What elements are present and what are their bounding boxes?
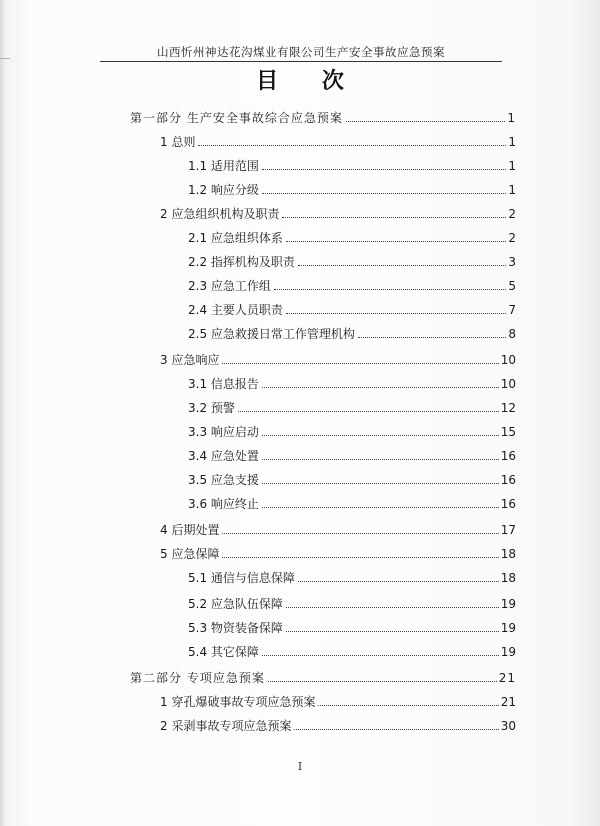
toc-entry-page: 18 (500, 547, 516, 561)
toc-entry-page: 1 (508, 183, 516, 197)
toc-entry[interactable] (160, 520, 516, 538)
toc-leader-dots (222, 529, 498, 534)
toc-leader-dots (286, 237, 506, 242)
toc-leader-dots (222, 553, 498, 558)
toc-entry-label: 1 穿孔爆破事故专项应急预案 (160, 695, 316, 709)
toc-leader-dots (286, 603, 499, 608)
toc-entry[interactable] (188, 398, 516, 416)
toc-entry-label: 2 采剥事故专项应急预案 (160, 719, 292, 733)
toc-entry[interactable] (188, 422, 516, 440)
toc-leader-dots (262, 431, 499, 436)
toc-leader-dots (262, 455, 499, 460)
toc-entry[interactable] (188, 300, 516, 318)
toc-leader-dots (262, 503, 499, 508)
toc-entry-label: 2.5 应急救援日常工作管理机构 (188, 327, 355, 341)
toc-entry-label: 2.1 应急组织体系 (188, 231, 283, 245)
toc-leader-dots (294, 725, 498, 730)
toc-entry-label: 2 应急组织机构及职责 (160, 207, 280, 221)
toc-entry[interactable] (188, 568, 516, 586)
toc-entry-page: 3 (508, 255, 516, 269)
toc-entry-label: 5.4 其它保障 (188, 645, 259, 659)
toc-entry-label: 2.4 主要人员职责 (188, 303, 283, 317)
toc-entry[interactable] (188, 276, 516, 294)
toc-entry-label: 2.3 应急工作组 (188, 279, 271, 293)
toc-entry-page: 19 (500, 645, 516, 659)
toc-leader-dots (282, 213, 506, 218)
toc-entry[interactable] (188, 324, 516, 342)
toc-entry[interactable] (130, 108, 516, 126)
toc-entry-label: 1.1 适用范围 (188, 159, 259, 173)
page-number: I (297, 760, 303, 773)
toc-entry-label: 第一部分 生产安全事故综合应急预案 (130, 111, 343, 125)
header-rule (100, 61, 502, 62)
toc-entry-page: 2 (508, 207, 516, 221)
toc-entry-page: 10 (500, 377, 516, 391)
toc-entry[interactable] (188, 252, 516, 270)
running-header: 山西忻州神达花沟煤业有限公司生产安全事故应急预案 (157, 45, 445, 59)
toc-entry-page: 16 (500, 449, 516, 463)
toc-leader-dots (318, 701, 498, 706)
toc-entry-page: 5 (508, 279, 516, 293)
toc-leader-dots (346, 117, 506, 122)
toc-entry-label: 1.2 响应分级 (188, 183, 259, 197)
toc-entry-page: 30 (500, 719, 516, 733)
toc-entry[interactable] (188, 180, 516, 198)
toc-entry-page: 2 (508, 231, 516, 245)
toc-entry-label: 3.6 响应终止 (188, 497, 259, 511)
toc-entry-page: 19 (500, 597, 516, 611)
toc-entry-page: 16 (500, 473, 516, 487)
toc-entry[interactable] (160, 544, 516, 562)
toc-entry-label: 1 总则 (160, 135, 196, 149)
toc-entry-label: 5.3 物资装备保障 (188, 621, 283, 635)
toc-entry-page: 18 (500, 571, 516, 585)
toc-entry[interactable] (188, 156, 516, 174)
toc-leader-dots (262, 383, 499, 388)
toc-entry[interactable] (188, 374, 516, 392)
toc-leader-dots (262, 479, 499, 484)
toc-entry-label: 3.1 信息报告 (188, 377, 259, 391)
toc-leader-dots (268, 677, 497, 682)
toc-leader-dots (298, 577, 499, 582)
toc-entry-label: 3.2 预警 (188, 401, 235, 415)
toc-entry-label: 4 后期处置 (160, 523, 220, 537)
toc-entry-page: 21 (498, 671, 516, 685)
toc-entry[interactable] (160, 204, 516, 222)
toc-entry[interactable] (188, 618, 516, 636)
toc-entry-label: 第二部分 专项应急预案 (130, 671, 265, 685)
toc-leader-dots (222, 359, 498, 364)
toc-entry-page: 19 (500, 621, 516, 635)
toc-entry-label: 2.2 指挥机构及职责 (188, 255, 295, 269)
toc-entry-label: 5.2 应急队伍保障 (188, 597, 283, 611)
toc-entry-label: 3.5 应急支援 (188, 473, 259, 487)
toc-entry-page: 7 (508, 303, 516, 317)
toc-entry[interactable] (160, 716, 516, 734)
toc-leader-dots (358, 333, 506, 338)
toc-entry-page: 1 (508, 159, 516, 173)
toc-leader-dots (262, 165, 506, 170)
toc-entry[interactable] (160, 350, 516, 368)
toc-entry-page: 21 (500, 695, 516, 709)
toc-entry[interactable] (130, 668, 516, 686)
toc-entry-label: 3.4 应急处置 (188, 449, 259, 463)
toc-leader-dots (298, 261, 506, 266)
toc-entry-page: 8 (508, 327, 516, 341)
toc-entry-page: 1 (508, 135, 516, 149)
toc-entry-label: 5.1 通信与信息保障 (188, 571, 295, 585)
toc-leader-dots (238, 407, 499, 412)
toc-entry[interactable] (188, 642, 516, 660)
toc-entry-page: 10 (500, 353, 516, 367)
toc-entry[interactable] (160, 692, 516, 710)
toc-title: 目 次 (256, 69, 362, 94)
toc-leader-dots (262, 189, 506, 194)
toc-entry-page: 15 (500, 425, 516, 439)
toc-entry-page: 16 (500, 497, 516, 511)
toc-entry[interactable] (188, 494, 516, 512)
toc-entry[interactable] (188, 594, 516, 612)
toc-entry-label: 3.3 响应启动 (188, 425, 259, 439)
toc-entry[interactable] (188, 470, 516, 488)
toc-entry[interactable] (188, 228, 516, 246)
toc-entry[interactable] (188, 446, 516, 464)
toc-entry-label: 3 应急响应 (160, 353, 220, 367)
toc-entry[interactable] (160, 132, 516, 150)
toc-leader-dots (274, 285, 506, 290)
toc-entry-label: 5 应急保障 (160, 547, 220, 561)
toc-leader-dots (286, 627, 499, 632)
toc-entry-page: 17 (500, 523, 516, 537)
toc-entry-page: 1 (507, 111, 516, 125)
toc-leader-dots (286, 309, 506, 314)
toc-leader-dots (262, 651, 499, 656)
toc-leader-dots (198, 141, 506, 146)
toc-entry-page: 12 (500, 401, 516, 415)
